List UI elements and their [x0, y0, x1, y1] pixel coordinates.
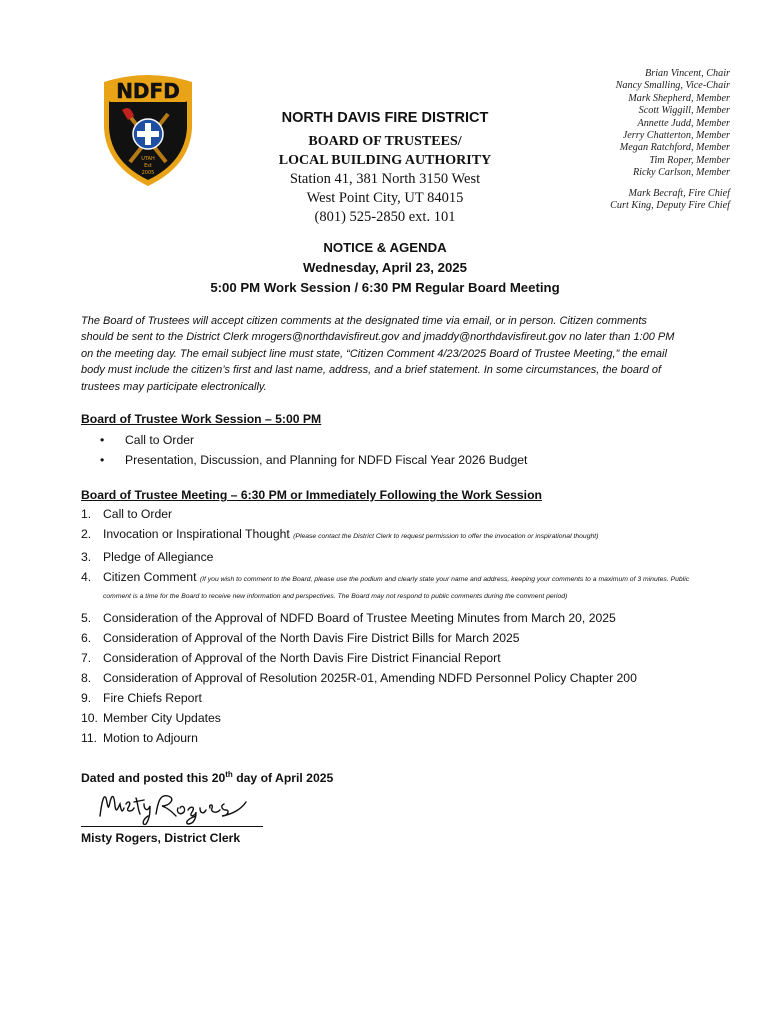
- deputy-fire-chief: Curt King, Deputy Fire Chief: [610, 200, 730, 212]
- work-session-list: [100, 430, 527, 470]
- agenda-item: 5. Consideration of the Approval of NDFD Board of Trustee Meeting Minutes from March 20, 2025: [81, 611, 616, 625]
- agenda-item: 6. Consideration of Approval of the North Davis Fire District Bills for March 2025: [81, 631, 520, 645]
- posting-date: Dated and posted this 20th day of April 2025: [81, 770, 334, 786]
- agenda-item: 4. Citizen Comment (If you wish to comment to the Board, please use the podium and clearly state your name and address, keeping your comments to a maximum of 3 minutes. Public comment is a time for the Board to receive new information and perspectives. The Board may not respond to public comments during the comment period): [81, 570, 690, 600]
- agenda-item: 7. Consideration of Approval of the North Davis Fire District Financial Report: [81, 651, 501, 665]
- agenda-item: 10. Member City Updates: [81, 711, 221, 725]
- ndfd-logo: [100, 70, 196, 188]
- organization-header: [270, 110, 500, 227]
- agenda-item: 1. Call to Order: [81, 507, 173, 521]
- fire-chief: Mark Becraft, Fire Chief: [628, 187, 730, 199]
- list-item: • Call to Order: [100, 433, 195, 447]
- list-item: • Presentation, Discussion, and Planning for NDFD Fiscal Year 2026 Budget: [100, 453, 528, 467]
- notice-heading: [0, 238, 770, 298]
- member-name: Tim Roper, Member: [649, 154, 730, 166]
- signature-line: [81, 826, 263, 827]
- board-members-list: [610, 68, 730, 212]
- member-name: Nancy Smalling, Vice-Chair: [615, 80, 730, 92]
- agenda-item: 3. Pledge of Allegiance: [81, 550, 214, 564]
- meeting-times: 5:00 PM Work Session / 6:30 PM Regular Board Meeting: [210, 280, 560, 295]
- agenda-item: 2. Invocation or Inspirational Thought (Please contact the District Clerk to request permission to offer the invocation or inspirational thought): [81, 527, 599, 541]
- citizen-comment-notice: The Board of Trustees will accept citizen comments at the designated time via email, or in person. Citizen comments should be sent to the District Clerk mrogers@northdavisfireut.gov and jmaddy@northdavisfireut.gov no later than 1:00 PM on the meeting day. The email subject line must state, “Citizen Comment 4/23/2025 Board of Trustee Meeting,” the email body must include the citizen’s first and last name, address, and a brief statement. In some circumstances, the board of trustees may participate electronically.: [81, 315, 675, 393]
- member-name: Brian Vincent, Chair: [645, 68, 730, 79]
- org-name: NORTH DAVIS FIRE DISTRICT: [281, 110, 489, 126]
- member-name: Jerry Chatterton, Member: [622, 130, 730, 142]
- member-name: Megan Ratchford, Member: [619, 142, 730, 154]
- agenda-item: 11. Motion to Adjourn: [81, 731, 198, 745]
- meeting-heading: Board of Trustee Meeting – 6:30 PM or Immediately Following the Work Session: [81, 488, 542, 502]
- agenda-item: 8. Consideration of Approval of Resolution 2025R-01, Amending NDFD Personnel Policy Chapter 200: [81, 671, 637, 685]
- work-session-heading: Board of Trustee Work Session – 5:00 PM: [81, 412, 322, 426]
- address-line-2: West Point City, UT 84015: [306, 190, 464, 206]
- logo-utah: UTAH: [141, 156, 155, 162]
- logo-year: 2005: [141, 170, 155, 176]
- member-name: Ricky Carlson, Member: [632, 167, 730, 179]
- board-line-2: LOCAL BUILDING AUTHORITY: [278, 153, 492, 168]
- member-name: Mark Shepherd, Member: [628, 92, 730, 104]
- agenda-note: (If you wish to comment to the Board, please use the podium and clearly state your name and address, keeping your comments to a maximum of 3 minutes. Public comment is a time for the Board to receive new information and perspectives. The Board may not respond to public comments during the comment period): [103, 576, 690, 600]
- address-line-1: Station 41, 381 North 3150 West: [289, 171, 481, 187]
- logo-est: Est: [144, 163, 152, 169]
- meeting-agenda-list: [81, 504, 701, 748]
- board-line-1: BOARD OF TRUSTEES/: [308, 134, 462, 149]
- notice-title: NOTICE & AGENDA: [323, 240, 447, 255]
- clerk-name: Misty Rogers, District Clerk: [81, 831, 241, 845]
- agenda-item: 9. Fire Chiefs Report: [81, 691, 202, 705]
- member-name: Scott Wiggill, Member: [638, 105, 730, 117]
- member-name: Annette Judd, Member: [637, 117, 730, 129]
- signature: [84, 786, 264, 826]
- phone-number: (801) 525-2850 ext. 101: [314, 209, 456, 225]
- logo-text: NDFD: [116, 79, 180, 103]
- agenda-note: (Please contact the District Clerk to request permission to offer the invocation or inspirational thought): [293, 533, 599, 540]
- meeting-date: Wednesday, April 23, 2025: [303, 260, 467, 275]
